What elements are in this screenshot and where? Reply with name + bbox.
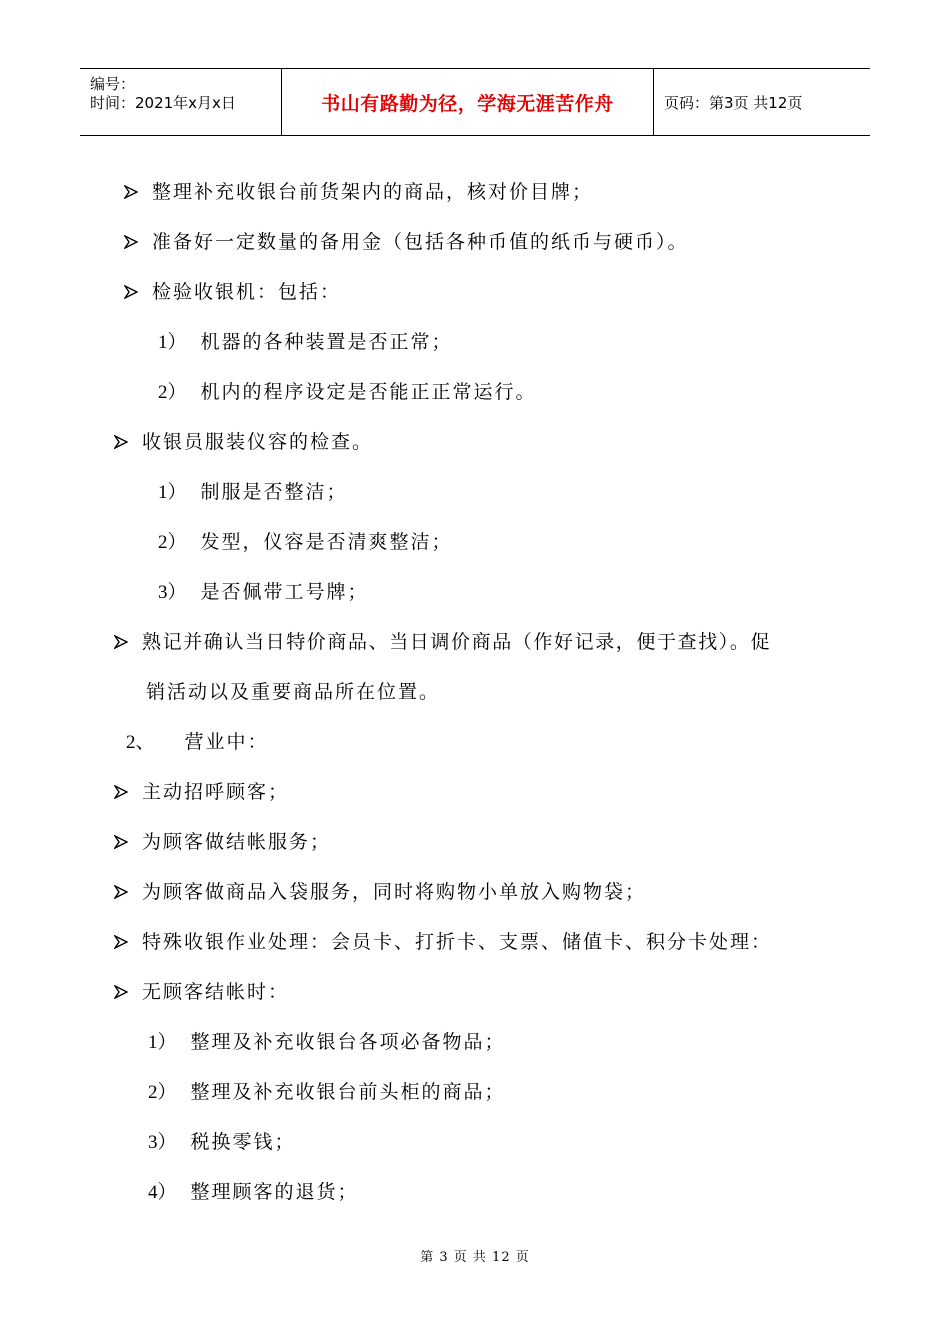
list-item [114, 980, 289, 1004]
list-item-text: 为顾客做结帐服务； [142, 831, 332, 853]
numbered-item [158, 580, 369, 605]
item-number: 3） [148, 1132, 177, 1153]
numbered-item [158, 380, 537, 405]
item-text: 机器的各种装置是否正常； [200, 331, 453, 353]
numbered-item [158, 330, 453, 355]
numbered-item [158, 480, 348, 505]
list-item-text: 收银员服装仪容的检查。 [142, 431, 374, 453]
header-meta-cell [80, 69, 282, 135]
list-item-continuation [146, 680, 440, 704]
list-item [114, 430, 373, 454]
item-text: 整理及补充收银台各项必备物品； [190, 1031, 506, 1053]
document-date-label: 时间：2021年x月x日 [90, 94, 236, 112]
item-text: 机内的程序设定是否能正正常运行。 [200, 381, 537, 403]
section-number: 2、 [126, 732, 155, 753]
document-number-label: 编号： [90, 75, 136, 93]
item-number: 1） [148, 1032, 177, 1053]
page-header [80, 68, 870, 136]
list-item-text: 特殊收银作业处理：会员卡、打折卡、支票、储值卡、积分卡处理： [142, 931, 773, 953]
arrow-bullet-icon [114, 435, 128, 449]
arrow-bullet-icon [124, 285, 138, 299]
list-item [114, 930, 772, 954]
numbered-item [148, 1080, 506, 1105]
item-text: 整理及补充收银台前头柜的商品； [190, 1081, 506, 1103]
item-number: 3） [158, 582, 187, 603]
list-item-text: 检验收银机：包括： [152, 281, 342, 303]
list-item [124, 180, 593, 204]
header-motto-cell [282, 69, 654, 135]
list-item [124, 230, 689, 254]
numbered-item [148, 1030, 506, 1055]
item-text: 税换零钱； [190, 1131, 296, 1153]
arrow-bullet-icon [114, 785, 128, 799]
list-item [114, 880, 646, 904]
arrow-bullet-icon [114, 935, 128, 949]
list-item-text: 熟记并确认当日特价商品、当日调价商品（作好记录，便于查找）。促 [142, 631, 772, 653]
list-item-text: 无顾客结帐时： [142, 981, 290, 1003]
list-item-text: 准备好一定数量的备用金（包括各种币值的纸币与硬币）。 [152, 231, 689, 253]
arrow-bullet-icon [114, 985, 128, 999]
header-page-cell [654, 69, 870, 135]
numbered-item [158, 530, 453, 555]
item-number: 2） [158, 532, 187, 553]
arrow-bullet-icon [114, 835, 128, 849]
item-text: 制服是否整洁； [200, 481, 348, 503]
item-text: 是否佩带工号牌； [200, 581, 369, 603]
header-page-number: 页码：第3页 共12页 [664, 93, 803, 112]
item-text: 发型，仪容是否清爽整洁； [200, 531, 453, 553]
page-footer: 第 3 页 共 12 页 [420, 1250, 530, 1265]
list-item [124, 280, 341, 304]
arrow-bullet-icon [114, 635, 128, 649]
section-title: 营业中： [184, 731, 269, 753]
list-item [114, 830, 331, 854]
arrow-bullet-icon [124, 235, 138, 249]
list-item [114, 780, 289, 804]
item-number: 1） [158, 482, 187, 503]
section-heading [126, 730, 269, 755]
arrow-bullet-icon [114, 885, 128, 899]
header-motto: 书山有路勤为径，学海无涯苦作舟 [321, 92, 614, 115]
item-number: 4） [148, 1182, 177, 1203]
list-item [114, 630, 771, 654]
item-number: 2） [158, 382, 187, 403]
item-number: 2） [148, 1082, 177, 1103]
numbered-item [148, 1130, 296, 1155]
arrow-bullet-icon [124, 185, 138, 199]
item-text: 整理顾客的退货； [190, 1181, 359, 1203]
list-item-text: 销活动以及重要商品所在位置。 [146, 681, 441, 703]
list-item-text: 主动招呼顾客； [142, 781, 290, 803]
list-item-text: 整理补充收银台前货架内的商品，核对价目牌； [152, 181, 594, 203]
list-item-text: 为顾客做商品入袋服务，同时将购物小单放入购物袋； [142, 881, 647, 903]
item-number: 1） [158, 332, 187, 353]
numbered-item [148, 1180, 359, 1205]
